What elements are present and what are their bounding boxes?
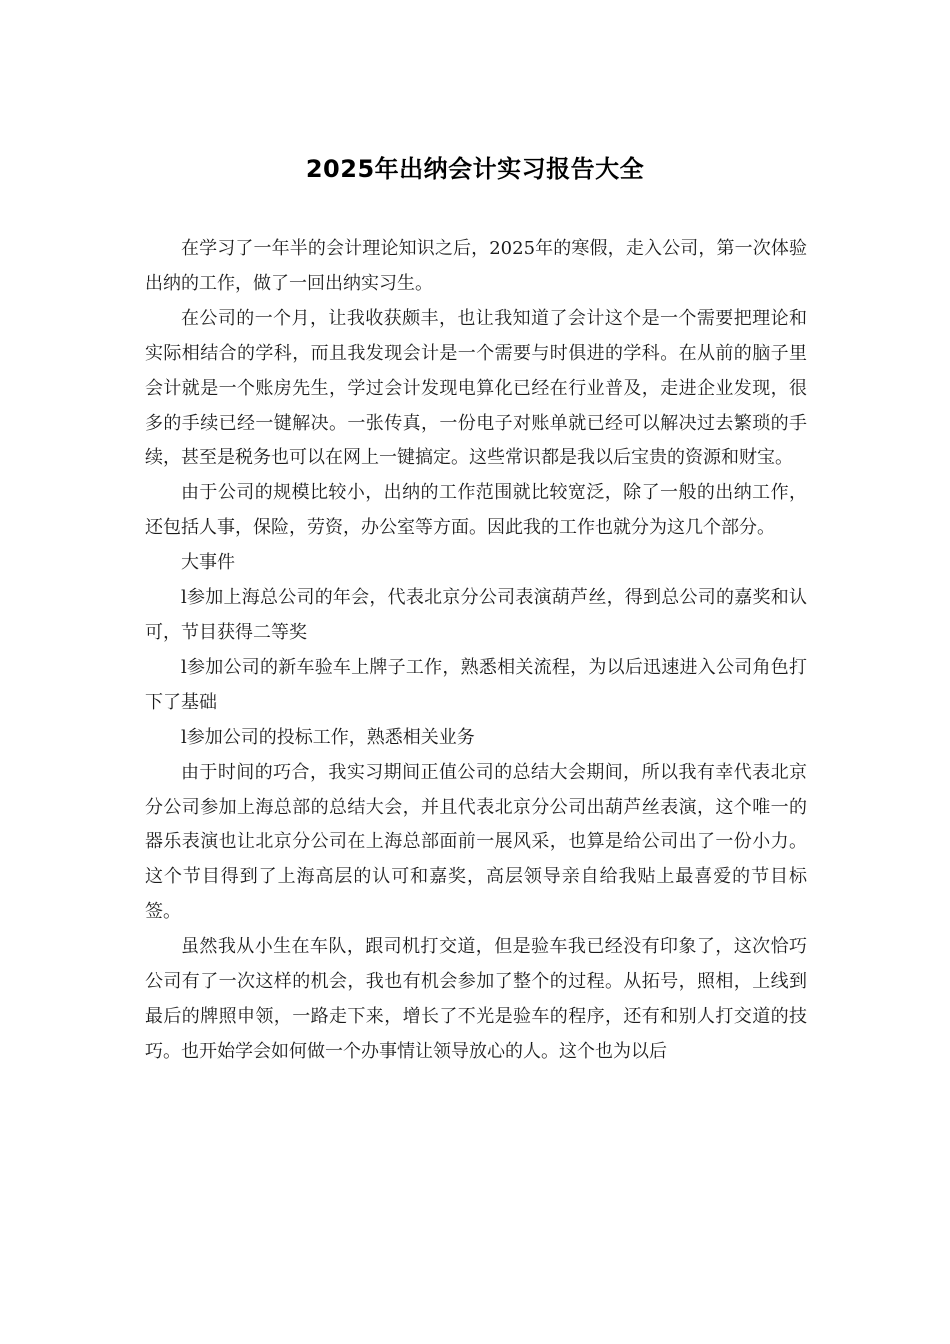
- list-item: l参加上海总公司的年会，代表北京分公司表演葫芦丝，得到总公司的嘉奖和认可，节目获得二等奖: [145, 587, 807, 643]
- paragraph: 由于时间的巧合，我实习期间正值公司的总结大会期间，所以我有幸代表北京分公司参加上海总部的总结大会，并且代表北京分公司出葫芦丝表演，这个唯一的器乐表演也让北京分公司在上海总部面前一展风采，也算是给公司出了一份小力。这个节目得到了上海高层的认可和嘉奖，高层领导亲自给我贴上最喜爱的节目标签。: [145, 761, 807, 923]
- paragraph: 由于公司的规模比较小，出纳的工作范围就比较宽泛，除了一般的出纳工作，还包括人事，保险，劳资，办公室等方面。因此我的工作也就分为这几个部分。: [145, 482, 807, 539]
- list-item: l参加公司的投标工作，熟悉相关业务: [181, 726, 475, 748]
- paragraph: 在公司的一个月，让我收获颇丰，也让我知道了会计这个是一个需要把理论和实际相结合的学科，而且我发现会计是一个需要与时俱进的学科。在从前的脑子里会计就是一个账房先生，学过会计发现电算化已经在行业普及，走进企业发现，很多的手续已经一键解决。一张传真，一份电子对账单就已经可以解决过去繁琐的手续，甚至是税务也可以在网上一键搞定。这些常识都是我以后宝贵的资源和财宝。: [145, 307, 807, 469]
- document-body: [145, 232, 807, 1070]
- list-item: l参加公司的新车验车上牌子工作，熟悉相关流程，为以后迅速进入公司角色打下了基础: [145, 656, 807, 713]
- paragraph: 在学习了一年半的会计理论知识之后，2025年的寒假，走入公司，第一次体验出纳的工作，做了一回出纳实习生。: [145, 238, 807, 294]
- document-title: 2025年出纳会计实习报告大全: [305, 155, 645, 183]
- paragraph: 虽然我从小生在车队，跟司机打交道，但是验车我已经没有印象了，这次恰巧公司有了一次这样的机会，我也有机会参加了整个的过程。从拓号，照相，上线到最后的牌照申领，一路走下来，增长了不光是验车的程序，还有和别人打交道的技巧。也开始学会如何做一个办事情让领导放心的人。这个也为以后: [145, 936, 807, 1062]
- section-heading: 大事件: [181, 552, 235, 574]
